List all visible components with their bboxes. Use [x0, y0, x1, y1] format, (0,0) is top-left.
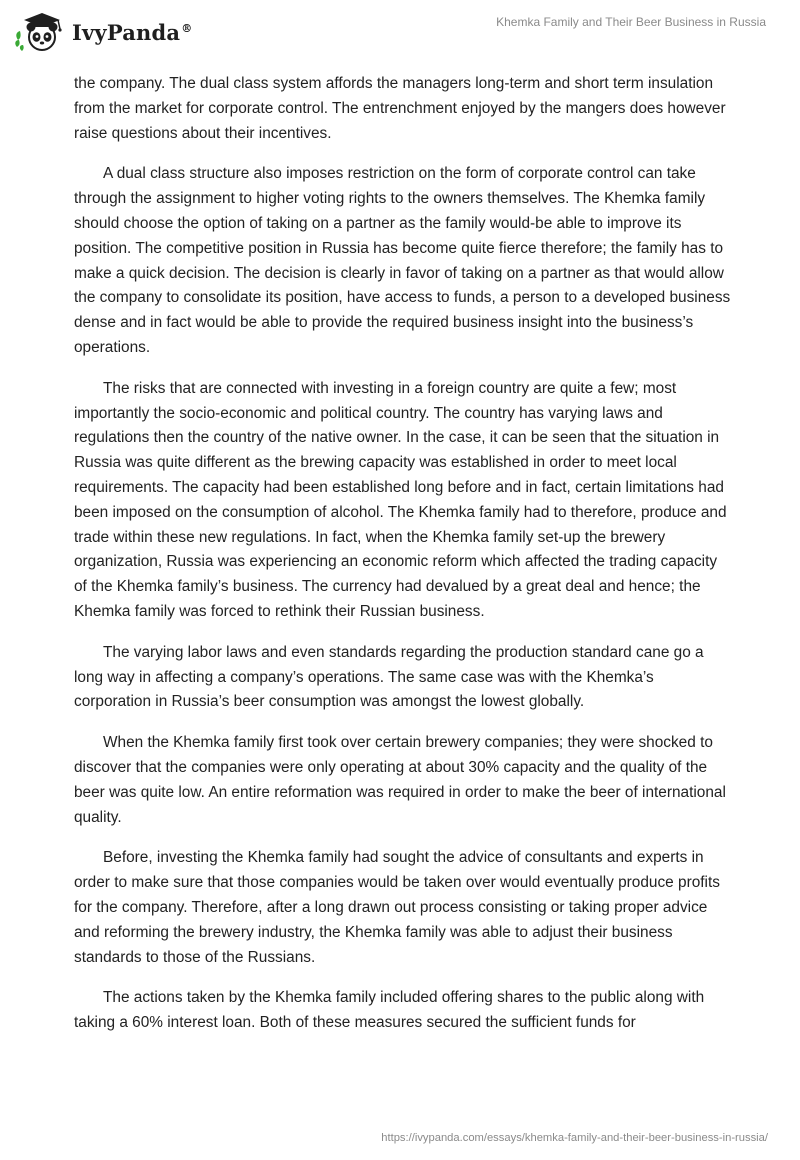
- source-url[interactable]: https://ivypanda.com/essays/khemka-family-and-their-beer-business-in-russia/: [381, 1132, 768, 1144]
- panda-graduation-cap-icon: [14, 10, 66, 54]
- paragraph: the company. The dual class system affords the managers long-term and short term insulation from the market for corporate control. The entrenchment enjoyed by the mangers does however raise questions about their incentives.: [74, 75, 726, 142]
- paragraph: The risks that are connected with investing in a foreign country are quite a few; most importantly the socio-economic and political country. The country has varying laws and regulations then the country of the native owner. In the case, it can be seen that the situation in Russia was quite different as the brewing capacity was established in order to meet local requirements. The capacity had been established long before and in fact, certain limitations had been imposed on the consumption of alcohol. The Khemka family had to therefore, produce and trade within these new regulations. In fact, when the Khemka family set-up the brewery organization, Russia was experiencing an economic reform which affected the trading capacity of the Khemka family’s business. The currency had devalued by a great deal and hence; the Khemka family was forced to rethink their Russian business.: [74, 379, 727, 620]
- paragraph: Before, investing the Khemka family had sought the advice of consultants and experts in order to make sure that those companies would be taken over would eventually produce profits for the company. Therefore, after a long drawn out process consisting or taking proper advice and reforming the brewery industry, the Khemka family was able to adjust their business standards to those of the Russians.: [74, 849, 720, 966]
- essay-body: [74, 72, 734, 1052]
- page-header: [0, 0, 800, 64]
- paragraph: The varying labor laws and even standards regarding the production standard cane go a long way in affecting a company’s operations. The same case was with the Khemka’s corporation in Russia’s beer consumption was amongst the lowest globally.: [74, 643, 704, 711]
- logo-wordmark: IvyPanda®: [72, 19, 193, 45]
- ivypanda-logo[interactable]: [14, 10, 192, 54]
- paragraph: A dual class structure also imposes restriction on the form of corporate control can take through the assignment to higher voting rights to the owners themselves. The Khemka family should choose the option of taking on a partner as the family would-be able to improve its position. The competitive position in Russia has become quite fierce therefore; the family has to make a quick decision. The decision is clearly in favor of taking on a partner as that would allow the company to consolidate its position, have access to funds, a person to a developed business dense and in fact would be able to provide the required business insight into the business’s operations.: [74, 165, 731, 356]
- document-title: Khemka Family and Their Beer Business in Russia: [496, 15, 766, 29]
- paragraph: The actions taken by the Khemka family included offering shares to the public along with taking a 60% interest loan. Both of these measures secured the sufficient funds for: [74, 989, 705, 1032]
- paragraph: When the Khemka family first took over certain brewery companies; they were shocked to discover that the companies were only operating at about 30% capacity and the quality of the beer was quite low. An entire reformation was required in order to make the beer of international quality.: [74, 734, 726, 826]
